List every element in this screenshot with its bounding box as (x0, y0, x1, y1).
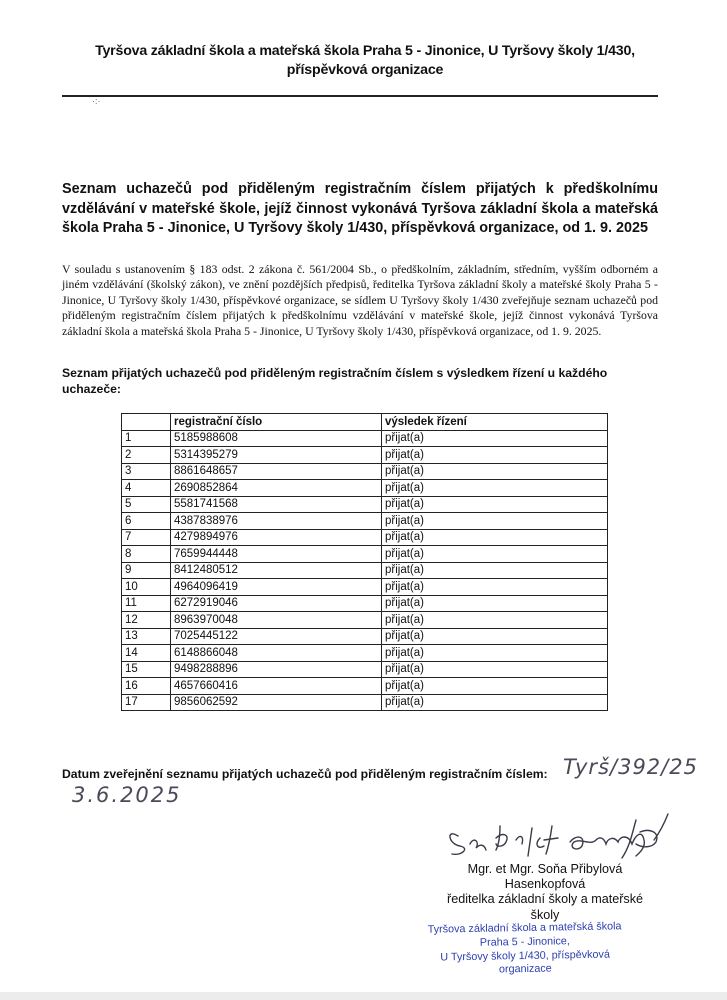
registration-number: 4964096419 (171, 579, 382, 596)
registration-number: 4387838976 (171, 513, 382, 530)
handwritten-reference: Tyrš/392/25 (563, 755, 698, 779)
stamp-line-1: Tyršova základní škola a mateřská škola (427, 920, 622, 936)
registration-number: 2690852864 (171, 480, 382, 497)
result: přijat(a) (382, 612, 608, 629)
signer-block (420, 862, 670, 923)
table-row (122, 430, 608, 447)
scan-speck: ·:· (92, 96, 101, 106)
registration-number: 7659944448 (171, 546, 382, 563)
table-row (122, 661, 608, 678)
row-number: 12 (122, 612, 171, 629)
signer-role-2: školy (530, 907, 560, 922)
result: přijat(a) (382, 430, 608, 447)
table-row (122, 694, 608, 711)
row-number: 6 (122, 513, 171, 530)
header-result: výsledek řízení (382, 414, 608, 431)
row-number: 11 (122, 595, 171, 612)
signer-name-1: Mgr. et Mgr. Soňa Přibylová (467, 862, 623, 876)
school-stamp (420, 920, 631, 979)
school-header (60, 42, 670, 80)
legal-paragraph: V souladu s ustanovením § 183 odst. 2 zákona č. 561/2004 Sb., o předškolním, základním, středním, vyšším odborném a jiném vzdělávání (školský zákon), ve znění pozdějších předpisů, ředitelka Tyršova základní školy a mateřské školy Praha 5 - Jinonice, U Tyršovy školy 1/430, příspěvkové organizace, se sídlem U Tyršovy školy 1/430 zveřejňuje seznam uchazečů pod přiděleným registračním číslem přijatých k předškolnímu vzdělávání v mateřské škole, jejíž činnost vykonává Tyršova základní škola a mateřská škola Praha 5 - Jinonice, U Tyršovy školy 1/430, příspěvková organizace, od 1. 9. 2025. (62, 262, 658, 338)
row-number: 15 (122, 661, 171, 678)
publication-date-label: Datum zveřejnění seznamu přijatých uchazečů pod přiděleným registračním číslem: (62, 767, 548, 781)
document-title: Seznam uchazečů pod přiděleným registračním číslem přijatých k předškolnímu vzdělávání v mateřské škole, jejíž činnost vykonává Tyršova základní škola a mateřská škola Praha 5 - Jinonice, U Tyršovy školy 1/430, příspěvková organizace, od 1. 9. 2025 (62, 181, 658, 236)
table-row (122, 645, 608, 662)
row-number: 13 (122, 628, 171, 645)
result: přijat(a) (382, 463, 608, 480)
result: přijat(a) (382, 496, 608, 513)
registration-number: 9856062592 (171, 694, 382, 711)
table-row (122, 612, 608, 629)
header-divider (62, 95, 658, 97)
result: přijat(a) (382, 513, 608, 530)
table-row (122, 529, 608, 546)
signer-name-2: Hasenkopfová (504, 877, 586, 892)
table-row (122, 628, 608, 645)
result: přijat(a) (382, 447, 608, 464)
row-number: 17 (122, 694, 171, 711)
registration-number: 8861648657 (171, 463, 382, 480)
result: přijat(a) (382, 562, 608, 579)
scan-bottom-edge (0, 992, 727, 1000)
stamp-line-2: Praha 5 - Jinonice, (479, 935, 570, 949)
row-number: 2 (122, 447, 171, 464)
stamp-line-3: U Tyršovy školy 1/430, příspěvková organizace (440, 948, 611, 976)
row-number: 5 (122, 496, 171, 513)
applicants-table (121, 413, 608, 711)
row-number: 3 (122, 463, 171, 480)
registration-number: 4279894976 (171, 529, 382, 546)
result: přijat(a) (382, 678, 608, 695)
row-number: 4 (122, 480, 171, 497)
row-number: 7 (122, 529, 171, 546)
table-row (122, 480, 608, 497)
table-row (122, 678, 608, 695)
handwritten-date: 3.6.2025 (72, 783, 182, 807)
table-row (122, 546, 608, 563)
row-number: 1 (122, 430, 171, 447)
table-row (122, 447, 608, 464)
table-row (122, 513, 608, 530)
registration-number: 4657660416 (171, 678, 382, 695)
registration-number: 9498288896 (171, 661, 382, 678)
result: přijat(a) (382, 529, 608, 546)
registration-number: 5185988608 (171, 430, 382, 447)
result: přijat(a) (382, 579, 608, 596)
result: přijat(a) (382, 595, 608, 612)
registration-number: 8412480512 (171, 562, 382, 579)
result: přijat(a) (382, 546, 608, 563)
header-line-2: příspěvková organizace (286, 62, 444, 78)
table-row (122, 463, 608, 480)
registration-number: 6272919046 (171, 595, 382, 612)
table-header-row (122, 414, 608, 431)
header-number (122, 414, 171, 431)
row-number: 8 (122, 546, 171, 563)
header-registration-number: registrační číslo (171, 414, 382, 431)
registration-number: 7025445122 (171, 628, 382, 645)
result: přijat(a) (382, 645, 608, 662)
handwritten-signature (440, 808, 690, 868)
result: přijat(a) (382, 661, 608, 678)
registration-number: 5314395279 (171, 447, 382, 464)
registration-number: 8963970048 (171, 612, 382, 629)
list-heading: Seznam přijatých uchazečů pod přiděleným registračním číslem s výsledkem řízení u každého uchazeče: (62, 366, 608, 396)
table-row (122, 579, 608, 596)
row-number: 10 (122, 579, 171, 596)
header-line-1: Tyršova základní škola a mateřská škola Praha 5 - Jinonice, U Tyršovy školy 1/430, (95, 43, 635, 59)
signer-role-1: ředitelka základní školy a mateřské (447, 892, 643, 907)
table-row (122, 595, 608, 612)
registration-number: 5581741568 (171, 496, 382, 513)
row-number: 16 (122, 678, 171, 695)
registration-number: 6148866048 (171, 645, 382, 662)
table-row (122, 496, 608, 513)
row-number: 9 (122, 562, 171, 579)
result: přijat(a) (382, 694, 608, 711)
result: přijat(a) (382, 480, 608, 497)
result: přijat(a) (382, 628, 608, 645)
table-row (122, 562, 608, 579)
row-number: 14 (122, 645, 171, 662)
